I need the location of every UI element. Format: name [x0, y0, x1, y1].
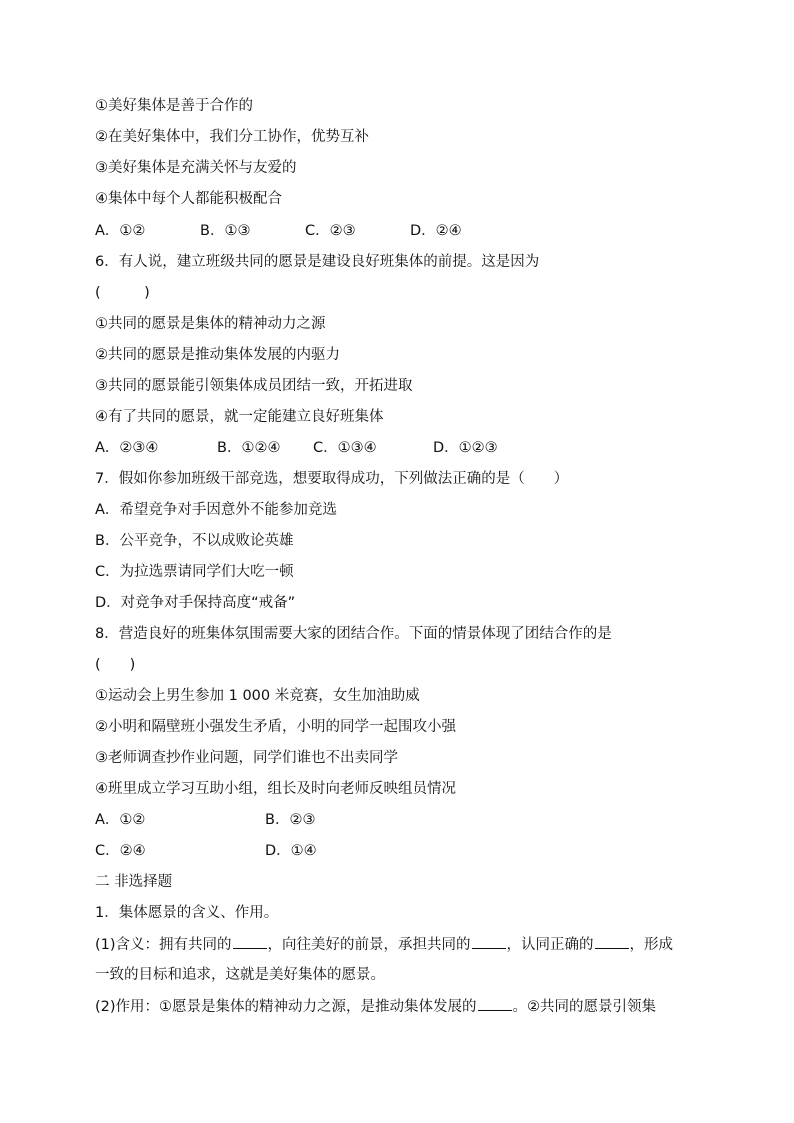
q5-item-1: ①美好集体是善于合作的 [95, 98, 253, 114]
q6-option-c: C．①③④ [313, 440, 377, 456]
part2-text-b: 。②共同的愿景引领集 [512, 999, 657, 1015]
q7-option-b: B．公平竞争，不以成败论英雄 [95, 533, 294, 549]
part1-text-c: ，认同正确的 [506, 937, 594, 953]
q5-item-4: ④集体中每个人都能积极配合 [95, 191, 282, 207]
part2-text-a: (2)作用：①愿景是集体的精神动力之源，是推动集体发展的 [95, 999, 477, 1015]
q8-option-b: B．②③ [265, 812, 316, 828]
q8-answer-paren: ( ) [95, 657, 136, 673]
q5-item-3: ③美好集体是充满关怀与友爱的 [95, 160, 297, 176]
s2-q1-stem: 1．集体愿景的含义、作用。 [95, 905, 279, 921]
q6-stem: 6．有人说，建立班级共同的愿景是建设良好班集体的前提。这是因为 [95, 254, 540, 270]
part1-text-a: (1)含义：拥有共同的 [95, 937, 232, 953]
q8-item-3: ③老师调查抄作业问题，同学们谁也不出卖同学 [95, 750, 398, 766]
q8-options-row-1 [95, 810, 695, 830]
q6-option-d: D．①②③ [433, 440, 498, 456]
q8-option-d: D．①④ [265, 843, 317, 859]
q7-option-c: C．为拉选票请同学们大吃一顿 [95, 564, 294, 580]
section-heading: 二 非选择题 [95, 874, 173, 890]
answer-blank[interactable] [472, 934, 506, 949]
q6-options [95, 438, 695, 458]
q8-options-row-2 [95, 841, 695, 861]
part1-text-b: ，向往美好的前景，承担共同的 [267, 937, 471, 953]
part1-text-d: ，形成 [629, 937, 674, 953]
q5-option-d: D．②④ [410, 223, 462, 239]
q5-options [95, 221, 695, 241]
q8-stem: 8．营造良好的班集体氛围需要大家的团结合作。下面的情景体现了团结合作的是 [95, 626, 612, 642]
q7-option-a: A．希望竞争对手因意外不能参加竞选 [95, 502, 337, 518]
q8-option-a: A．①② [95, 812, 146, 828]
answer-blank[interactable] [233, 934, 267, 949]
q6-item-4: ④有了共同的愿景，就一定能建立良好班集体 [95, 409, 384, 425]
s2-q1-part2-line1 [95, 996, 656, 1017]
q7-option-d: D．对竞争对手保持高度“戒备” [95, 595, 296, 611]
q5-option-b: B．①③ [200, 223, 251, 239]
answer-blank[interactable] [478, 996, 512, 1011]
q8-item-2: ②小明和隔壁班小强发生矛盾，小明的同学一起围攻小强 [95, 719, 456, 735]
q6-item-2: ②共同的愿景是推动集体发展的内驱力 [95, 347, 340, 363]
q8-option-c: C．②④ [95, 843, 146, 859]
q8-item-4: ④班里成立学习互助小组，组长及时向老师反映组员情况 [95, 781, 456, 797]
s2-q1-part1-line1 [95, 934, 673, 955]
q5-option-c: C．②③ [305, 223, 356, 239]
q5-item-2: ②在美好集体中，我们分工协作，优势互补 [95, 129, 369, 145]
q6-option-b: B．①②④ [217, 440, 281, 456]
q6-answer-paren: ( ) [95, 285, 150, 301]
q7-stem: 7．假如你参加班级干部竞选，想要取得成功，下列做法正确的是（ ） [95, 471, 569, 487]
q6-item-3: ③共同的愿景能引领集体成员团结一致，开拓进取 [95, 378, 413, 394]
s2-q1-part1-line2: 一致的目标和追求，这就是美好集体的愿景。 [95, 967, 385, 983]
q6-option-a: A．②③④ [95, 440, 159, 456]
q8-item-1: ①运动会上男生参加 1 000 米竞赛，女生加油助威 [95, 688, 420, 704]
q6-item-1: ①共同的愿景是集体的精神动力之源 [95, 316, 326, 332]
answer-blank[interactable] [595, 934, 629, 949]
q5-option-a: A．①② [95, 223, 146, 239]
